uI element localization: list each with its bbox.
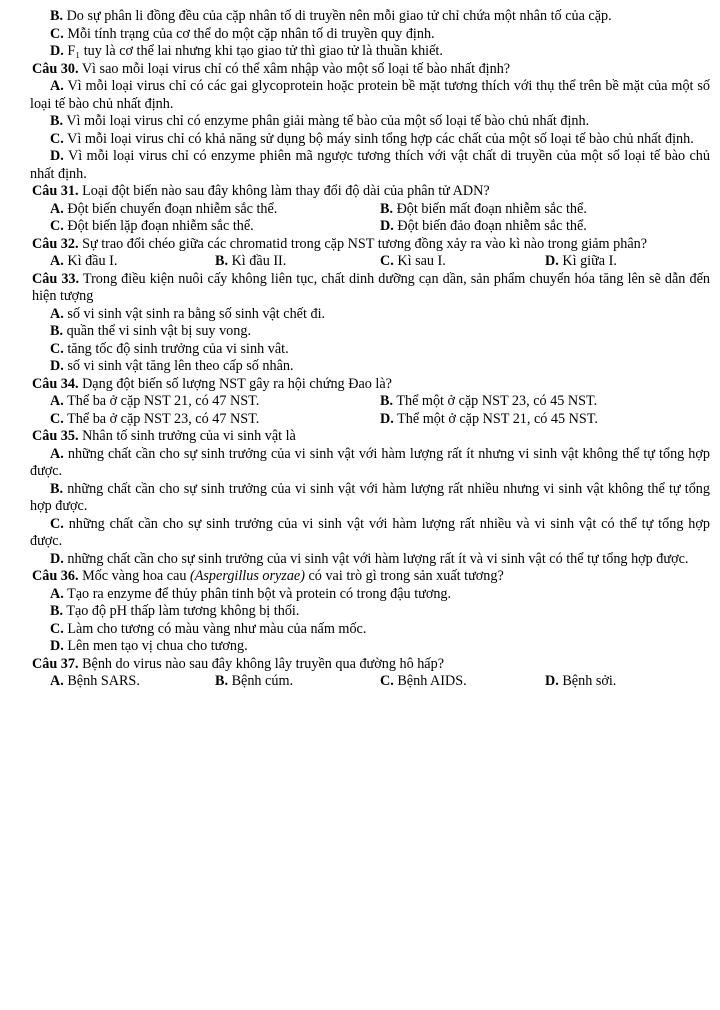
option-c: C. Kì sau I. <box>380 253 446 269</box>
question-stem: Câu 33. Trong điều kiện nuôi cấy không liên tục, chất dinh dưỡng cạn dần, sản phẩm chuyển hóa tăng lên sẽ dẫn đến hiện tượng <box>32 270 710 304</box>
question-stem: Câu 35. Nhân tố sinh trưởng của vi sinh vật là <box>32 428 296 444</box>
option-a: A. số vi sinh vật sinh ra bằng số sinh vật chết đi. <box>50 305 326 322</box>
option-b: B. những chất cần cho sự sinh trưởng của vi sinh vật với hàm lượng rất nhiều nhưng vi sinh vật không thể tự tổng hợp được. <box>30 480 710 514</box>
option-d: D. F₁ tuy là cơ thể lai nhưng khi tạo giao tử thì giao tử là thuần khiết. <box>50 43 443 59</box>
question-37 <box>30 656 710 691</box>
options-row <box>30 393 710 411</box>
options-row <box>30 673 710 691</box>
option-a: A. Vì mỗi loại virus chỉ có các gai glycoprotein hoặc protein bề mặt tương thích với thụ thể trên bề mặt của một số loại tế bào chủ nhất định. <box>30 78 710 112</box>
option-c: C. tăng tốc độ sinh trưởng của vi sinh vât. <box>50 340 289 357</box>
question-33 <box>30 271 710 376</box>
option-d: D. Thể một ở cặp NST 21, có 45 NST. <box>380 410 598 427</box>
question-stem: Câu 36. Mốc vàng hoa cau (Aspergillus oryzae) có vai trò gì trong sản xuất tương? <box>32 568 504 584</box>
option-c: C. Vì mỗi loại virus chỉ có khả năng sử dụng bộ máy sinh tổng hợp các chất của một số loại tế bào chủ nhất định. <box>50 130 694 147</box>
options-row <box>30 218 710 236</box>
option-c: C. Bệnh AIDS. <box>380 673 467 689</box>
option-d: D. Kì giữa I. <box>545 253 617 269</box>
option-d: D. số vi sinh vật tăng lên theo cấp số nhân. <box>50 358 294 374</box>
option-c: C. Đột biến lặp đoạn nhiễm sắc thể. <box>50 218 254 234</box>
option-d: D. Vì mỗi loại virus chỉ có enzyme phiên mã ngược tương thích với vật chất di truyền của một số loại tế bào chủ nhất định. <box>30 148 710 182</box>
option-b: B. quần thể vi sinh vật bị suy vong. <box>50 323 251 339</box>
option-b: B. Tạo độ pH thấp làm tương không bị thối. <box>50 603 300 619</box>
option-c: C. Thể ba ở cặp NST 23, có 47 NST. <box>50 410 260 427</box>
option-d: D. những chất cần cho sự sinh trưởng của vi sinh vật với hàm lượng rất ít và vi sinh vật có thể tự tổng hợp được. <box>50 550 689 567</box>
option-a: A. Kì đầu I. <box>50 253 118 269</box>
question-34 <box>30 376 710 429</box>
option-b: B. Thể một ở cặp NST 23, có 45 NST. <box>380 393 598 409</box>
question-stem: Câu 34. Dạng đột biến số lượng NST gây ra hội chứng Đao là? <box>32 375 392 392</box>
question-32 <box>30 236 710 271</box>
question-30 <box>30 61 710 184</box>
question-stem: Câu 30. Vì sao mỗi loại virus chỉ có thể xâm nhập vào một số loại tế bào nhất định? <box>32 60 511 77</box>
option-a: A. Đột biến chuyển đoạn nhiễm sắc thể. <box>50 200 278 217</box>
option-d: D. Bệnh sởi. <box>545 673 617 689</box>
question-35 <box>30 428 710 568</box>
option-a: A. Thể ba ở cặp NST 21, có 47 NST. <box>50 393 260 409</box>
question-31 <box>30 183 710 236</box>
question-stem: Câu 37. Bệnh do virus nào sau đây không lây truyền qua đường hô hấp? <box>32 655 444 672</box>
option-a: A. Tạo ra enzyme để thủy phân tinh bột và protein có trong đậu tương. <box>50 585 452 602</box>
options-row <box>30 253 710 271</box>
option-c: C. Mỗi tính trạng của cơ thể do một cặp nhân tố di truyền quy định. <box>50 25 435 42</box>
option-d: D. Lên men tạo vị chua cho tương. <box>50 638 248 654</box>
option-b: B. Vì mỗi loại virus chỉ có enzyme phân giải màng tế bào của một số loại tế bào chủ nhất định. <box>50 113 590 129</box>
option-c: C. những chất cần cho sự sinh trưởng của vi sinh vật với hàm lượng rất nhiều và vi sinh vật có thể tự tổng hợp được. <box>30 515 710 549</box>
question-36 <box>30 568 710 656</box>
option-b: B. Đột biến mất đoạn nhiễm sắc thể. <box>380 200 587 217</box>
option-d: D. Đột biến đảo đoạn nhiễm sắc thể. <box>380 218 587 234</box>
question-stem: Câu 32. Sự trao đổi chéo giữa các chromatid trong cặp NST tương đồng xảy ra vào kì nào trong giảm phân? <box>32 235 648 252</box>
question-stem: Câu 31. Loại đột biến nào sau đây không làm thay đổi độ dài của phân tử ADN? <box>32 183 490 199</box>
option-a: A. Bệnh SARS. <box>50 673 140 689</box>
option-b: B. Bệnh cúm. <box>215 673 294 689</box>
option-b: B. Do sự phân li đồng đều của cặp nhân tố di truyền nên mỗi giao tử chỉ chứa một nhân tố của cặp. <box>50 8 612 24</box>
previous-question-options <box>30 8 710 61</box>
option-c: C. Làm cho tương có màu vàng như màu của nấm mốc. <box>50 620 367 637</box>
option-b: B. Kì đầu II. <box>215 253 287 269</box>
options-row <box>30 411 710 429</box>
option-a: A. những chất cần cho sự sinh trưởng của vi sinh vật với hàm lượng rất ít nhưng vi sinh vật không thể tự tổng hợp được. <box>30 445 710 479</box>
options-row <box>30 201 710 219</box>
